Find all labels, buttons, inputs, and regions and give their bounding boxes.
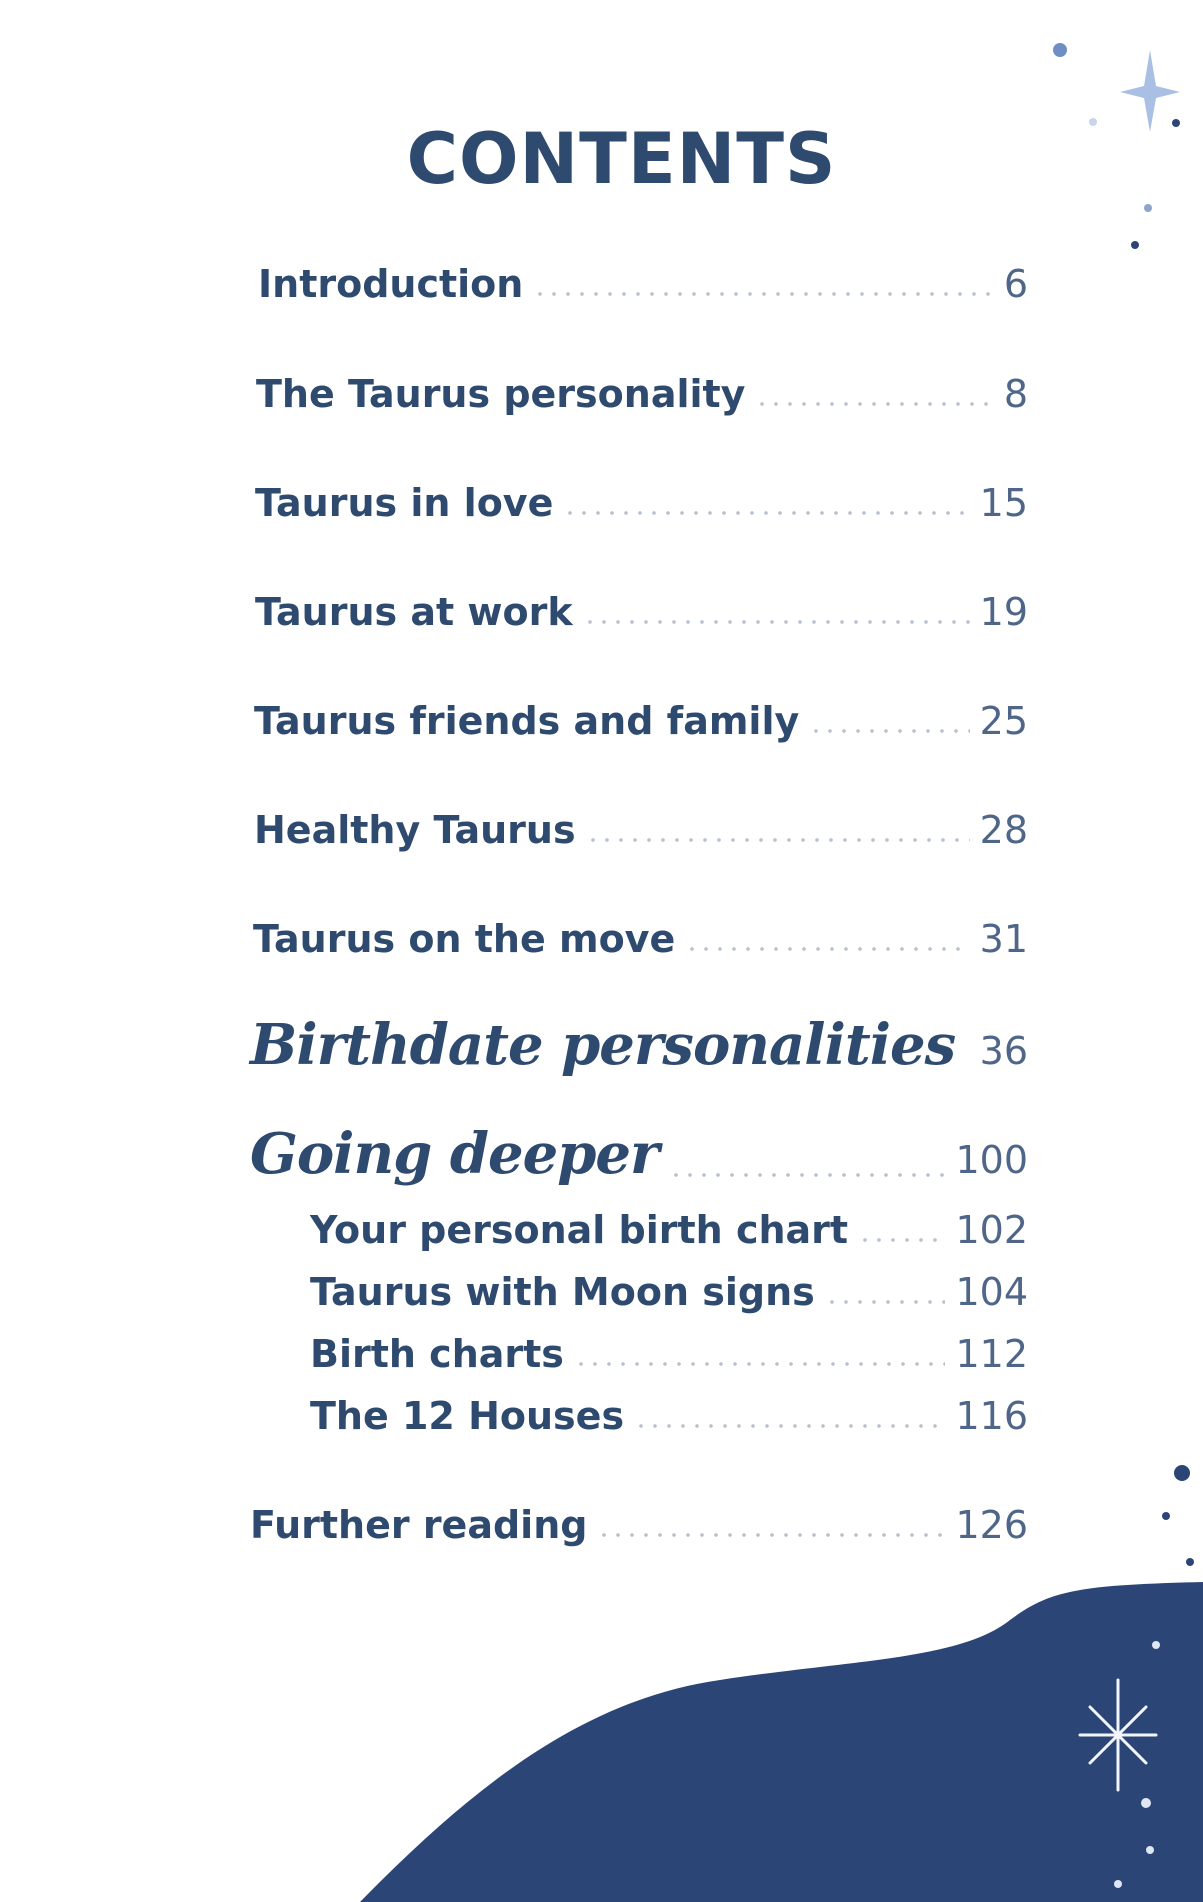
toc-entry-label: The Taurus personality — [256, 372, 746, 416]
toc-page-number: 19 — [979, 590, 1028, 634]
toc-entry-label: Taurus on the move — [253, 917, 676, 961]
page-title: CONTENTS — [406, 118, 837, 200]
toc-subentry-birth-charts[interactable] — [310, 1332, 1028, 1376]
toc-page-number: 116 — [955, 1394, 1028, 1438]
toc-page-number: 102 — [955, 1208, 1028, 1252]
toc-page-number: 112 — [955, 1332, 1028, 1376]
dot-leader — [563, 511, 969, 515]
toc-subentry-moon-signs[interactable] — [310, 1270, 1028, 1314]
toc-page-number: 15 — [979, 481, 1028, 525]
dot-leader — [586, 838, 970, 842]
toc-page-number: 100 — [955, 1138, 1028, 1182]
dot-leader — [685, 947, 969, 951]
toc-entry-label: Further reading — [250, 1503, 588, 1547]
toc-entry-further-reading[interactable] — [250, 1503, 1028, 1547]
toc-entry-label: The 12 Houses — [310, 1394, 625, 1438]
toc-entry-taurus-in-love[interactable] — [255, 481, 1028, 525]
toc-page-number: 28 — [979, 808, 1028, 852]
toc-entry-birthdate-personalities[interactable] — [250, 1012, 1028, 1078]
toc-entry-label: Taurus at work — [255, 590, 573, 634]
toc-page-number: 6 — [1003, 262, 1028, 306]
dot-leader — [583, 620, 970, 624]
toc-subentry-birth-chart[interactable] — [310, 1208, 1028, 1252]
dot-leader — [574, 1362, 946, 1366]
dot-leader — [634, 1424, 945, 1428]
toc-entry-going-deeper[interactable] — [250, 1121, 1028, 1187]
toc-subentry-12-houses[interactable] — [310, 1394, 1028, 1438]
dot-leader — [825, 1300, 946, 1304]
toc-entry-label: Birth charts — [310, 1332, 564, 1376]
toc-page-number: 31 — [979, 917, 1028, 961]
toc-page-number: 126 — [955, 1503, 1028, 1547]
toc-entry-label: Your personal birth chart — [310, 1208, 849, 1252]
toc-entry-label: Introduction — [258, 262, 524, 306]
toc-page-number: 104 — [955, 1270, 1028, 1314]
toc-entry-label: Healthy Taurus — [254, 808, 576, 852]
dot-leader — [965, 1064, 970, 1068]
toc-entry-label: Taurus friends and family — [254, 699, 800, 743]
toc-page-number: 8 — [1003, 372, 1028, 416]
dot-leader — [669, 1173, 946, 1177]
toc-entry-label: Taurus with Moon signs — [310, 1270, 815, 1314]
dot-leader — [597, 1533, 945, 1537]
toc-entry-label: Going deeper — [250, 1121, 659, 1187]
toc-entry-healthy-taurus[interactable] — [254, 808, 1028, 852]
dot-leader — [858, 1238, 945, 1242]
toc-entry-taurus-friends-family[interactable] — [254, 699, 1028, 743]
dot-leader — [755, 402, 993, 406]
toc-page-number: 36 — [979, 1029, 1028, 1073]
toc-page-number: 25 — [979, 699, 1028, 743]
toc-entry-introduction[interactable] — [258, 262, 1028, 306]
dot-leader — [809, 729, 969, 733]
toc-entry-label: Birthdate personalities — [250, 1012, 956, 1078]
toc-entry-taurus-personality[interactable] — [256, 372, 1028, 416]
dot-leader — [533, 292, 993, 296]
toc-entry-taurus-on-the-move[interactable] — [253, 917, 1028, 961]
toc-entry-label: Taurus in love — [255, 481, 554, 525]
toc-entry-taurus-at-work[interactable] — [255, 590, 1028, 634]
